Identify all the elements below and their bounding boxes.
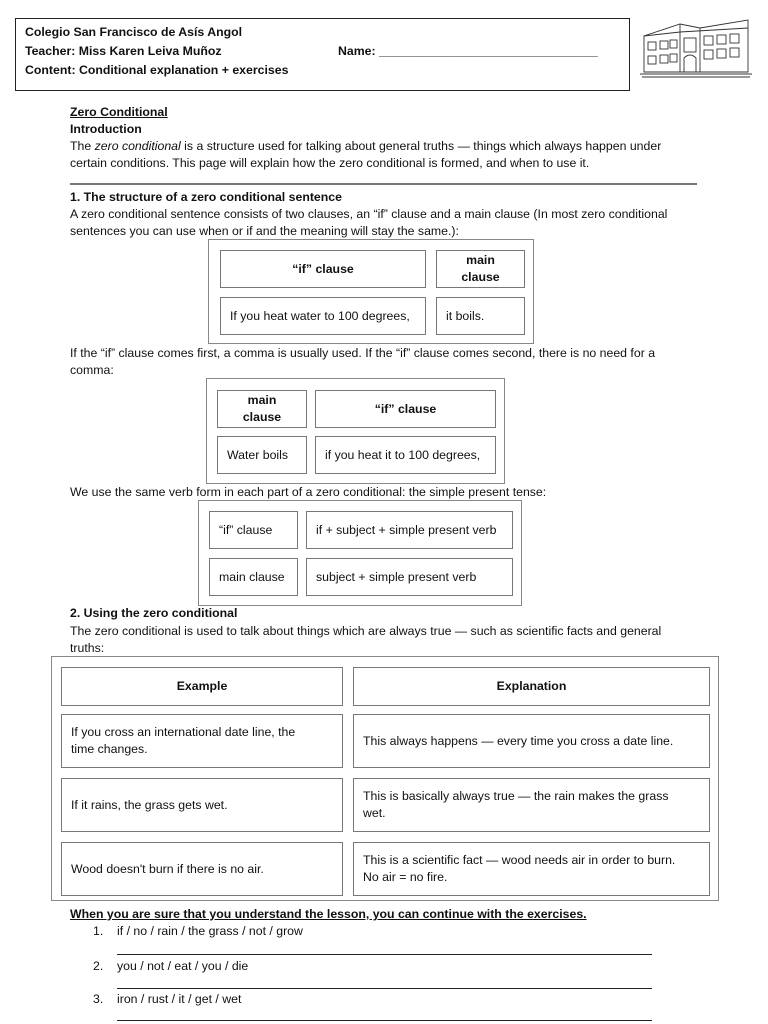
- table-cell: If you cross an international date line, the time changes.: [61, 714, 343, 768]
- table-header: “if” clause: [220, 250, 426, 288]
- table-cell: it boils.: [436, 297, 525, 335]
- intro-line-1: The zero conditional is a structure used for talking about general truths — things which always happen under: [70, 139, 662, 153]
- table-cell: subject + simple present verb: [306, 558, 513, 596]
- table-cell: if you heat it to 100 degrees,: [315, 436, 496, 474]
- table-cell: This is basically always true — the rain makes the grass wet.: [353, 778, 710, 832]
- section2-line-2: truths:: [70, 641, 105, 655]
- column-header-explanation: Explanation: [353, 667, 710, 706]
- exercises-intro: When you are sure that you understand the lesson, you can continue with the exercises.: [70, 907, 587, 921]
- teacher-name: Teacher: Miss Karen Leiva Muñoz: [25, 44, 222, 58]
- table-cell: main clause: [209, 558, 298, 596]
- table-header: “if” clause: [315, 390, 496, 428]
- table-cell: if + subject + simple present verb: [306, 511, 513, 549]
- section2-line-1: The zero conditional is used to talk about things which are always true — such as scientific facts and general: [70, 624, 662, 638]
- table-cell: This is a scientific fact — wood needs air in order to burn. No air = no fire.: [353, 842, 710, 896]
- section1-heading: 1. The structure of a zero conditional sentence: [70, 190, 342, 204]
- structure-table-1: [208, 239, 534, 344]
- section-title: Zero Conditional: [70, 105, 168, 119]
- student-name-field[interactable]: Name: ________________________________: [338, 44, 598, 58]
- structure-table-2: [206, 378, 505, 484]
- content-label: Content: Conditional explanation + exercises: [25, 63, 289, 77]
- answer-line[interactable]: [117, 988, 652, 989]
- exercise-number: 2.: [93, 959, 104, 973]
- exercise-prompt: you / not / eat / you / die: [117, 959, 249, 973]
- table-cell: Wood doesn't burn if there is no air.: [61, 842, 343, 896]
- header-box: [15, 18, 630, 91]
- table-cell: Water boils: [217, 436, 307, 474]
- examples-table: [51, 656, 719, 901]
- exercise-number: 1.: [93, 924, 104, 938]
- answer-line[interactable]: [117, 954, 652, 955]
- structure-table-3: [198, 500, 522, 606]
- section1-line-2: sentences you can use when or if and the meaning will stay the same.):: [70, 224, 459, 238]
- school-name: Colegio San Francisco de Asís Angol: [25, 25, 243, 39]
- answer-line[interactable]: [117, 1020, 652, 1021]
- exercise-prompt: if / no / rain / the grass / not / grow: [117, 924, 303, 938]
- section1-line-1: A zero conditional sentence consists of two clauses, an “if” clause and a main clause (In most zero conditional: [70, 207, 668, 221]
- intro-heading: Introduction: [70, 122, 142, 136]
- comma-line-2: comma:: [70, 363, 114, 377]
- column-header-example: Example: [61, 667, 343, 706]
- comma-line-1: If the “if” clause comes first, a comma is usually used. If the “if” clause comes second, there is no need for a: [70, 346, 656, 360]
- school-building-logo: [640, 14, 752, 80]
- verb-form-line: We use the same verb form in each part of a zero conditional: the simple present tense:: [70, 485, 547, 499]
- table-header: main clause: [436, 250, 525, 288]
- exercise-number: 3.: [93, 992, 104, 1006]
- section2-heading: 2. Using the zero conditional: [70, 606, 238, 620]
- table-cell: “if” clause: [209, 511, 298, 549]
- divider: [70, 183, 697, 185]
- table-cell: This always happens — every time you cross a date line.: [353, 714, 710, 768]
- table-cell: If it rains, the grass gets wet.: [61, 778, 343, 832]
- table-header: main clause: [217, 390, 307, 428]
- exercise-prompt: iron / rust / it / get / wet: [117, 992, 242, 1006]
- intro-line-2: certain conditions. This page will explain how the zero conditional is formed, and when to use it.: [70, 156, 590, 170]
- table-cell: If you heat water to 100 degrees,: [220, 297, 426, 335]
